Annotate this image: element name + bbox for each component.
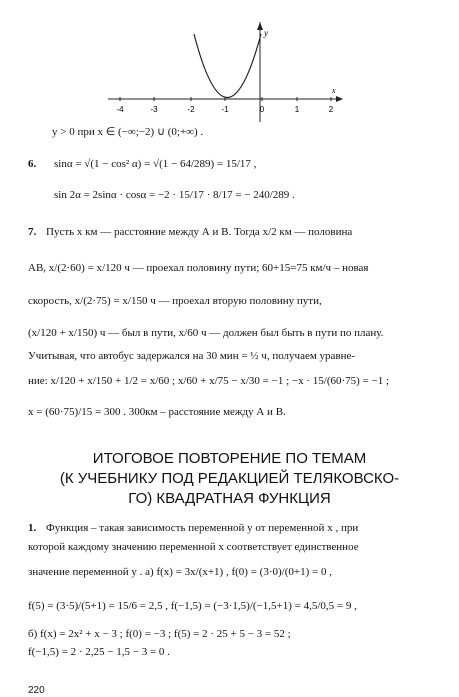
parabola-curve bbox=[194, 34, 261, 98]
tick-label: -2 bbox=[187, 105, 195, 114]
problem-7-line-4: (x/120 + x/150) ч — был в пути, x/60 ч — должен был быть в пути по плану. bbox=[28, 327, 384, 339]
question-1-line-2: которой каждому значению переменной x соответствует единственное bbox=[28, 541, 359, 553]
tick-label: 2 bbox=[328, 105, 334, 114]
problem-7-line-2: АВ, x/(2·60) = x/120 ч — проехал половину пути; 60+15=75 км/ч – новая bbox=[28, 262, 369, 274]
parabola-graph bbox=[0, 0, 459, 125]
x-axis-label: x bbox=[332, 86, 336, 95]
question-1-number: 1. bbox=[28, 522, 37, 534]
question-1-line-4: f(5) = (3·5)/(5+1) = 15/6 = 2,5 , f(−1,5) = (−3·1,5)/(−1,5+1) = 4,5/0,5 = 9 , bbox=[28, 600, 357, 612]
solution-domain-line: y > 0 при x ∈ (−∞;−2) ∪ (0;+∞) . bbox=[52, 126, 204, 138]
problem-7-number: 7. bbox=[28, 226, 37, 238]
problem-6-line-1: sinα = √(1 − cos² α) = √(1 − 64/289) = 15/17 , bbox=[54, 158, 257, 170]
y-axis-arrow bbox=[257, 22, 263, 30]
section-heading-line-1: ИТОГОВОЕ ПОВТОРЕНИЕ ПО ТЕМАМ bbox=[92, 450, 367, 467]
tick-label: 0 bbox=[259, 105, 265, 114]
problem-7-line-1: Пусть x км — расстояние между А и В. Тогда x/2 км — половина bbox=[46, 226, 353, 238]
tick-label: -4 bbox=[116, 105, 124, 114]
y-axis-label: y bbox=[264, 28, 268, 38]
problem-7-line-5: Учитывая, что автобус задержался на 30 мин = ½ ч, получаем уравне- bbox=[28, 350, 356, 362]
section-heading-line-3: ГО) КВАДРАТНАЯ ФУНКЦИЯ bbox=[128, 490, 331, 507]
problem-7-line-6: ние: x/120 + x/150 + 1/2 = x/60 ; x/60 + x/75 − x/30 = −1 ; −x · 15/(60·75) = −1 ; bbox=[28, 375, 390, 387]
problem-6-line-2: sin 2α = 2sinα · cosα = −2 · 15/17 · 8/17 = − 240/289 . bbox=[54, 189, 295, 201]
section-heading-line-2: (К УЧЕБНИКУ ПОД РЕДАКЦИЕЙ ТЕЛЯКОВСКО- bbox=[59, 470, 400, 487]
question-1-line-5: б) f(x) = 2x² + x − 3 ; f(0) = −3 ; f(5) = 2 · 25 + 5 − 3 = 52 ; bbox=[28, 628, 291, 640]
page-number: 220 bbox=[28, 685, 45, 696]
question-1-line-6: f(−1,5) = 2 · 2,25 − 1,5 − 3 = 0 . bbox=[28, 646, 170, 658]
tick-label: 1 bbox=[294, 105, 300, 114]
problem-7-line-3: скорость, x/(2·75) = x/150 ч — проехал вторую половину пути, bbox=[28, 295, 322, 307]
question-1-line-1: Функция – такая зависимость переменной y от переменной x , при bbox=[46, 522, 359, 534]
problem-7-line-7: x = (60·75)/15 = 300 . 300км – расстояние между А и В. bbox=[28, 406, 286, 418]
x-axis-arrow bbox=[336, 96, 343, 102]
tick-label: -3 bbox=[150, 105, 158, 114]
tick-label: -1 bbox=[221, 105, 229, 114]
question-1-line-3: значение переменной y . а) f(x) = 3x/(x+1) , f(0) = (3·0)/(0+1) = 0 , bbox=[28, 566, 332, 578]
problem-6-number: 6. bbox=[28, 158, 37, 170]
